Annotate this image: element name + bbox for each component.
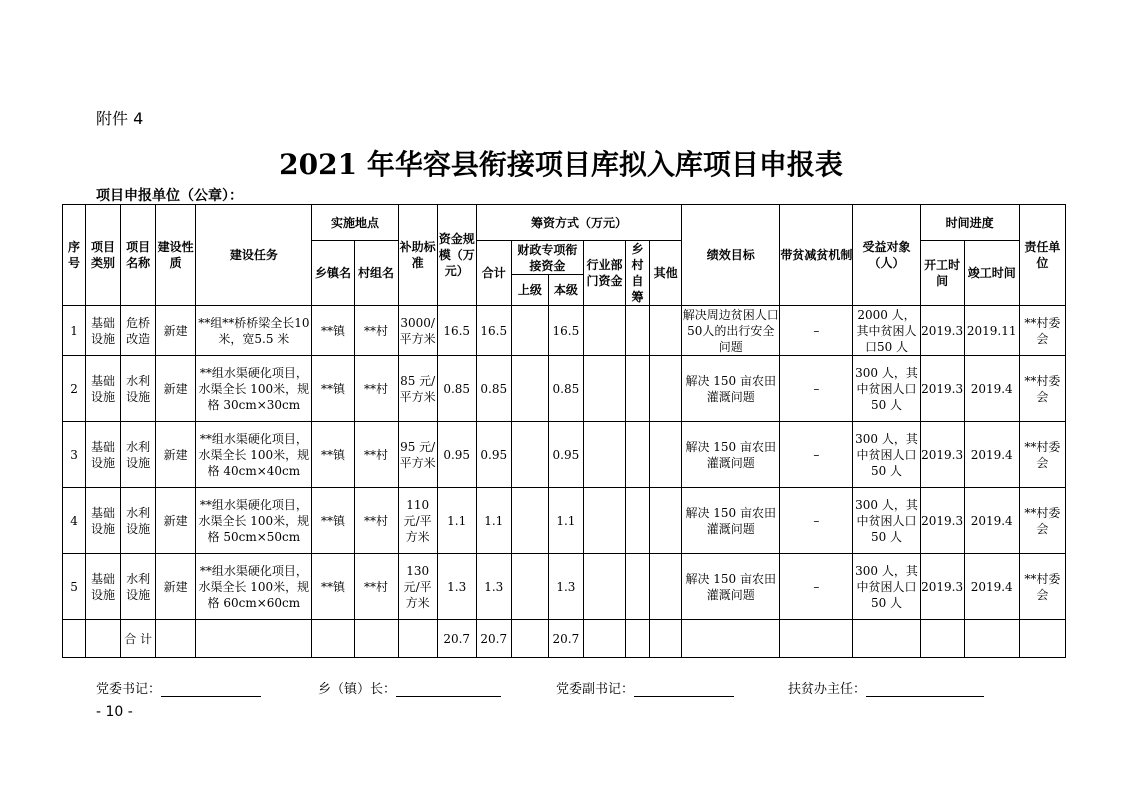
table-row: [63, 554, 1066, 620]
table-row: [63, 422, 1066, 488]
table-row: [63, 356, 1066, 422]
total-total: 20.7: [476, 620, 511, 658]
cell-end: 2019.4: [964, 422, 1019, 488]
cell-goal: 解决 150 亩农田灌溉问题: [682, 554, 780, 620]
header-task: 建设任务: [196, 205, 312, 306]
cell-industry: [583, 554, 625, 620]
cell-responsible: **村委会: [1019, 356, 1065, 422]
header-start: 开工时间: [920, 241, 964, 306]
cell-village-self: [626, 554, 650, 620]
cell-beneficiary: 300 人，其中贫困人口 50 人: [853, 422, 920, 488]
cell-total: 0.85: [476, 356, 511, 422]
cell-seq: 3: [63, 422, 86, 488]
signature-town-head: 乡（镇）长：: [318, 678, 501, 697]
cell-industry: [583, 306, 625, 356]
cell-start: 2019.3: [920, 356, 964, 422]
cell-subsidy: 130 元/平方米: [398, 554, 437, 620]
cell-seq: 2: [63, 356, 86, 422]
cell-task: **组水渠硬化项目，水渠全长 100米，规格 40cm×40cm: [196, 422, 312, 488]
cell-other: [650, 422, 682, 488]
cell-nature: 新建: [156, 488, 196, 554]
cell-scale: 16.5: [437, 306, 476, 356]
signature-party-secretary: 党委书记：: [96, 678, 261, 697]
cell-industry: [583, 422, 625, 488]
cell-town: **镇: [312, 422, 354, 488]
cell-mechanism: –: [780, 422, 853, 488]
cell-end: 2019.11: [964, 306, 1019, 356]
header-responsible: 责任单位: [1019, 205, 1065, 306]
cell-town: **镇: [312, 488, 354, 554]
cell-responsible: **村委会: [1019, 554, 1065, 620]
header-schedule: 时间进度: [920, 205, 1019, 241]
cell-goal: 解决 150 亩农田灌溉问题: [682, 488, 780, 554]
cell-upper: [511, 554, 548, 620]
cell-task: **组水渠硬化项目，水渠全长 100米，规格 60cm×60cm: [196, 554, 312, 620]
cell-goal: 解决 150 亩农田灌溉问题: [682, 422, 780, 488]
header-mechanism: 带贫减贫机制: [780, 205, 853, 306]
cell-category: 基础设施: [86, 356, 121, 422]
cell-subsidy: 110 元/平方米: [398, 488, 437, 554]
cell-start: 2019.3: [920, 422, 964, 488]
cell-upper: [511, 422, 548, 488]
cell-end: 2019.4: [964, 554, 1019, 620]
header-town: 乡镇名: [312, 241, 354, 306]
header-other: 其他: [650, 241, 682, 306]
cell-beneficiary: 300 人，其中贫困人口 50 人: [853, 554, 920, 620]
cell-local: 0.85: [548, 356, 583, 422]
cell-responsible: **村委会: [1019, 422, 1065, 488]
cell-upper: [511, 306, 548, 356]
cell-village: **村: [354, 488, 398, 554]
cell-village: **村: [354, 306, 398, 356]
cell-scale: 1.1: [437, 488, 476, 554]
total-label: 合 计: [121, 620, 156, 658]
cell-total: 16.5: [476, 306, 511, 356]
cell-start: 2019.3: [920, 306, 964, 356]
cell-subsidy: 85 元/平方米: [398, 356, 437, 422]
header-category: 项目类别: [86, 205, 121, 306]
cell-industry: [583, 356, 625, 422]
cell-beneficiary: 300 人，其中贫困人口 50 人: [853, 356, 920, 422]
header-fiscal: 财政专项衔接资金: [511, 241, 583, 275]
cell-end: 2019.4: [964, 356, 1019, 422]
header-seq: 序号: [63, 205, 86, 306]
cell-village-self: [626, 488, 650, 554]
header-beneficiary: 受益对象（人）: [853, 205, 920, 306]
cell-name: 危桥改造: [121, 306, 156, 356]
cell-beneficiary: 300 人，其中贫困人口 50 人: [853, 488, 920, 554]
cell-local: 0.95: [548, 422, 583, 488]
cell-category: 基础设施: [86, 306, 121, 356]
cell-goal: 解决 150 亩农田灌溉问题: [682, 356, 780, 422]
cell-local: 1.1: [548, 488, 583, 554]
cell-category: 基础设施: [86, 488, 121, 554]
signature-line[interactable]: [396, 682, 501, 697]
total-row: [63, 620, 1066, 658]
signature-deputy-secretary: 党委副书记：: [556, 678, 734, 697]
cell-village-self: [626, 422, 650, 488]
cell-village: **村: [354, 554, 398, 620]
cell-nature: 新建: [156, 306, 196, 356]
cell-scale: 0.85: [437, 356, 476, 422]
cell-subsidy: 95 元/平方米: [398, 422, 437, 488]
header-upper: 上级: [511, 275, 548, 306]
cell-other: [650, 488, 682, 554]
cell-end: 2019.4: [964, 488, 1019, 554]
cell-beneficiary: 2000 人，其中贫困人口50 人: [853, 306, 920, 356]
header-local: 本级: [548, 275, 583, 306]
header-funding: 筹资方式（万元）: [476, 205, 681, 241]
cell-total: 1.3: [476, 554, 511, 620]
cell-subsidy: 3000/平方米: [398, 306, 437, 356]
cell-mechanism: –: [780, 554, 853, 620]
cell-town: **镇: [312, 306, 354, 356]
applicant-unit-label: 项目申报单位（公章）：: [96, 188, 243, 204]
cell-other: [650, 356, 682, 422]
cell-name: 水利设施: [121, 356, 156, 422]
cell-nature: 新建: [156, 422, 196, 488]
cell-seq: 1: [63, 306, 86, 356]
cell-upper: [511, 356, 548, 422]
header-nature: 建设性质: [156, 205, 196, 306]
cell-name: 水利设施: [121, 554, 156, 620]
cell-total: 0.95: [476, 422, 511, 488]
cell-category: 基础设施: [86, 422, 121, 488]
header-village: 村组名: [354, 241, 398, 306]
header-industry: 行业部门资金: [583, 241, 625, 306]
cell-task: **组**桥桥梁全长10 米，宽5.5 米: [196, 306, 312, 356]
cell-nature: 新建: [156, 554, 196, 620]
cell-goal: 解决周边贫困人口50人的出行安全问题: [682, 307, 779, 354]
cell-village-self: [626, 306, 650, 356]
header-end: 竣工时间: [964, 241, 1019, 306]
cell-town: **镇: [312, 356, 354, 422]
signature-line[interactable]: [866, 682, 984, 697]
cell-mechanism: –: [780, 356, 853, 422]
cell-other: [650, 554, 682, 620]
cell-total: 1.1: [476, 488, 511, 554]
attachment-label: 附件 4: [96, 109, 144, 128]
cell-start: 2019.3: [920, 488, 964, 554]
cell-village: **村: [354, 356, 398, 422]
cell-seq: 5: [63, 554, 86, 620]
cell-name: 水利设施: [121, 488, 156, 554]
header-village-self: 乡村自筹: [626, 241, 650, 306]
cell-mechanism: –: [780, 488, 853, 554]
cell-upper: [511, 488, 548, 554]
signature-line[interactable]: [161, 682, 261, 697]
project-table: [62, 204, 1066, 658]
cell-seq: 4: [63, 488, 86, 554]
cell-industry: [583, 488, 625, 554]
cell-responsible: **村委会: [1019, 306, 1065, 356]
cell-mechanism: –: [780, 306, 853, 356]
cell-local: 1.3: [548, 554, 583, 620]
cell-village: **村: [354, 422, 398, 488]
total-scale: 20.7: [437, 620, 476, 658]
cell-other: [650, 306, 682, 356]
cell-start: 2019.3: [920, 554, 964, 620]
header-scale: 资金规模（万元）: [437, 205, 476, 306]
table-row: [63, 306, 1066, 356]
cell-task: **组水渠硬化项目，水渠全长 100米，规格 30cm×30cm: [196, 356, 312, 422]
cell-category: 基础设施: [86, 554, 121, 620]
cell-village-self: [626, 356, 650, 422]
header-subsidy: 补助标准: [398, 205, 437, 306]
page-title: 2021 年华容县衔接项目库拟入库项目申报表: [279, 148, 843, 181]
cell-local: 16.5: [548, 306, 583, 356]
cell-task: **组水渠硬化项目，水渠全长 100米，规格 50cm×50cm: [196, 488, 312, 554]
cell-nature: 新建: [156, 356, 196, 422]
cell-scale: 0.95: [437, 422, 476, 488]
signature-line[interactable]: [634, 682, 734, 697]
cell-scale: 1.3: [437, 554, 476, 620]
cell-name: 水利设施: [121, 422, 156, 488]
table-row: [63, 488, 1066, 554]
header-location: 实施地点: [312, 205, 398, 241]
header-goal: 绩效目标: [682, 205, 780, 306]
header-name: 项目名称: [121, 205, 156, 306]
signature-poverty-office: 扶贫办主任：: [788, 678, 984, 697]
cell-responsible: **村委会: [1019, 488, 1065, 554]
total-local: 20.7: [548, 620, 583, 658]
cell-town: **镇: [312, 554, 354, 620]
page-number: - 10 -: [96, 704, 133, 720]
header-total: 合计: [476, 241, 511, 306]
